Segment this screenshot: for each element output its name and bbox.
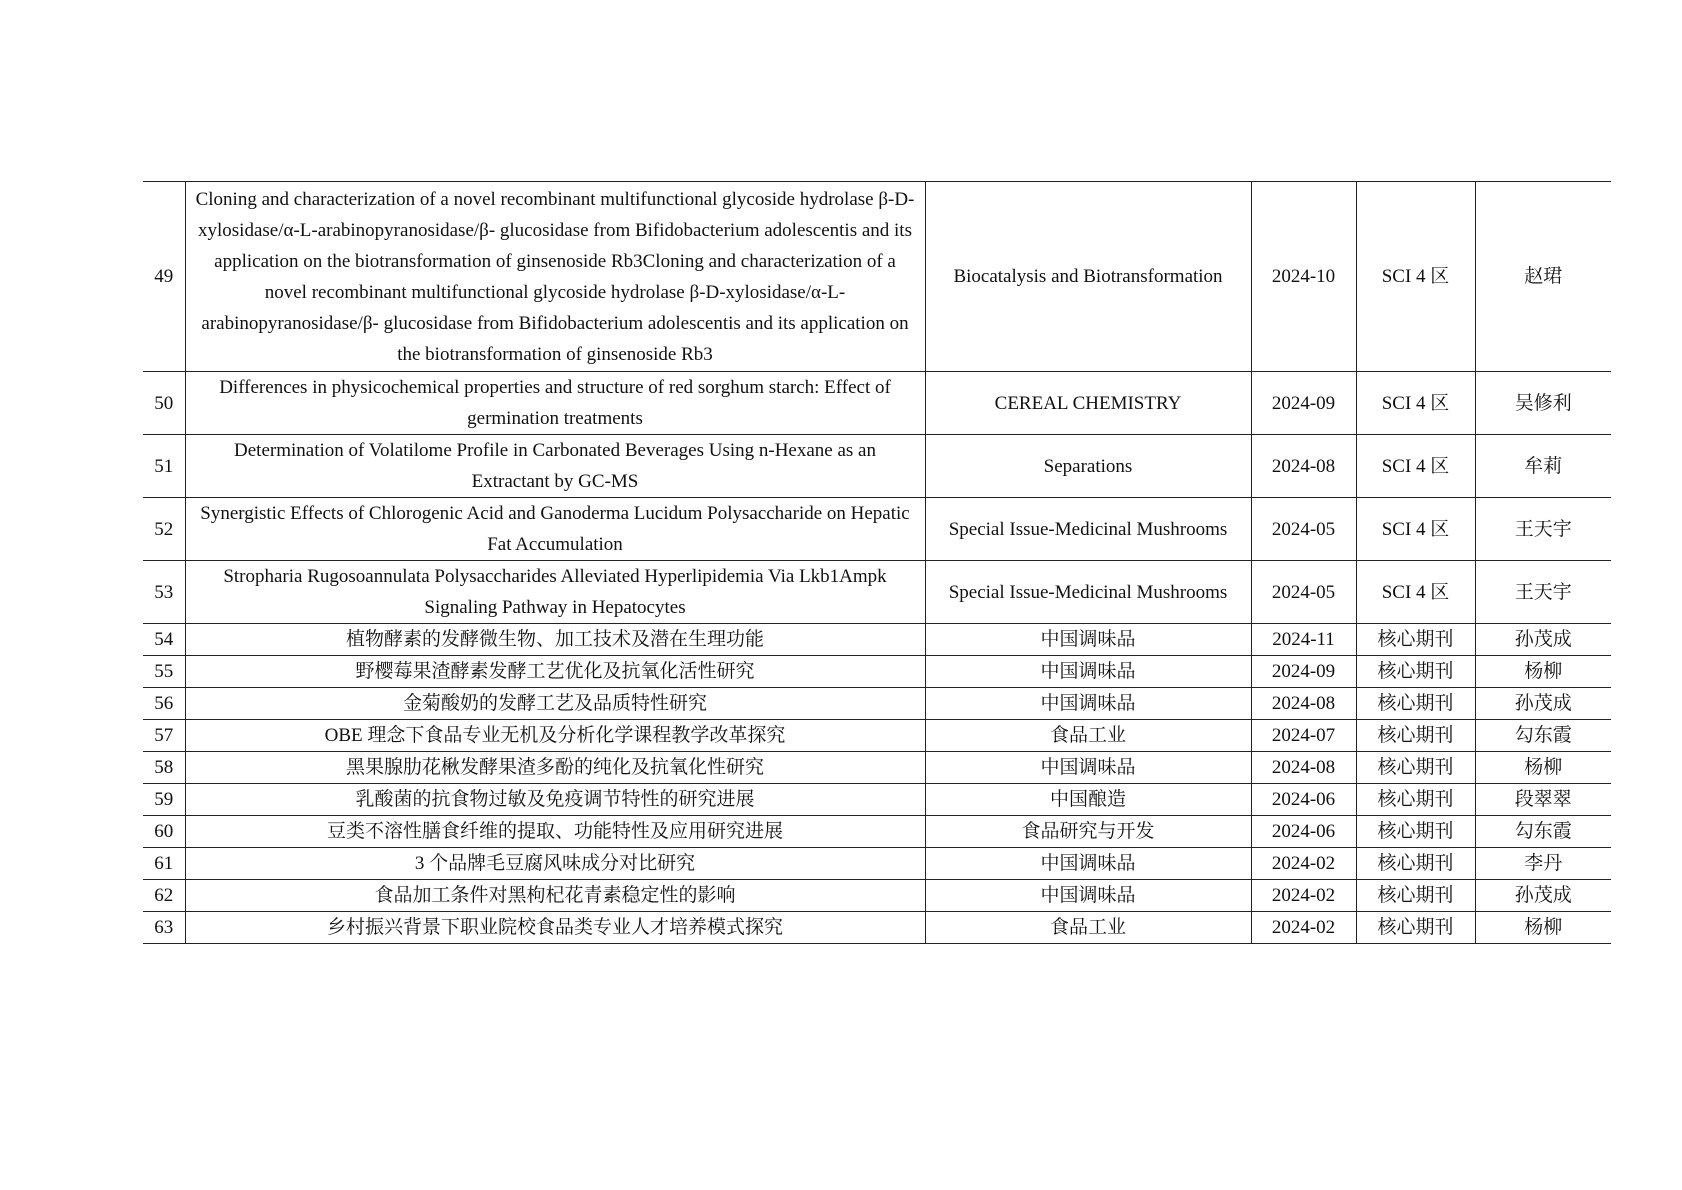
publications-table	[143, 181, 1611, 944]
journal-name: CEREAL CHEMISTRY	[925, 372, 1251, 435]
paper-title: Synergistic Effects of Chlorogenic Acid and Ganoderma Lucidum Polysaccharide on Hepatic Fat Accumulation	[185, 498, 925, 561]
author-name: 杨柳	[1475, 912, 1611, 944]
journal-level: 核心期刊	[1356, 752, 1475, 784]
journal-level: 核心期刊	[1356, 848, 1475, 880]
paper-title: 金菊酸奶的发酵工艺及品质特性研究	[185, 688, 925, 720]
author-name: 王天宇	[1475, 498, 1611, 561]
table-row	[143, 848, 1611, 880]
journal-name: 食品工业	[925, 720, 1251, 752]
journal-name: Special Issue-Medicinal Mushrooms	[925, 561, 1251, 624]
journal-name: Separations	[925, 435, 1251, 498]
publish-date: 2024-02	[1251, 848, 1356, 880]
journal-name: 中国调味品	[925, 624, 1251, 656]
journal-level: 核心期刊	[1356, 816, 1475, 848]
journal-level: 核心期刊	[1356, 656, 1475, 688]
author-name: 牟莉	[1475, 435, 1611, 498]
paper-title: OBE 理念下食品专业无机及分析化学课程教学改革探究	[185, 720, 925, 752]
publish-date: 2024-07	[1251, 720, 1356, 752]
author-name: 勾东霞	[1475, 720, 1611, 752]
paper-title: 3 个品牌毛豆腐风味成分对比研究	[185, 848, 925, 880]
table-row	[143, 784, 1611, 816]
row-number: 59	[143, 784, 185, 816]
row-number: 60	[143, 816, 185, 848]
journal-name: 中国调味品	[925, 848, 1251, 880]
journal-name: 中国调味品	[925, 688, 1251, 720]
journal-level: 核心期刊	[1356, 688, 1475, 720]
table-row	[143, 816, 1611, 848]
row-number: 56	[143, 688, 185, 720]
row-number: 49	[143, 182, 185, 372]
publish-date: 2024-08	[1251, 435, 1356, 498]
table-row	[143, 656, 1611, 688]
journal-level: SCI 4 区	[1356, 498, 1475, 561]
publish-date: 2024-11	[1251, 624, 1356, 656]
author-name: 杨柳	[1475, 752, 1611, 784]
journal-name: Biocatalysis and Biotransformation	[925, 182, 1251, 372]
row-number: 63	[143, 912, 185, 944]
journal-name: 中国调味品	[925, 656, 1251, 688]
row-number: 61	[143, 848, 185, 880]
author-name: 勾东霞	[1475, 816, 1611, 848]
row-number: 53	[143, 561, 185, 624]
author-name: 段翠翠	[1475, 784, 1611, 816]
table-row	[143, 372, 1611, 435]
journal-level: 核心期刊	[1356, 720, 1475, 752]
journal-level: 核心期刊	[1356, 784, 1475, 816]
row-number: 57	[143, 720, 185, 752]
paper-title: Determination of Volatilome Profile in Carbonated Beverages Using n-Hexane as an Extractant by GC-MS	[185, 435, 925, 498]
publish-date: 2024-09	[1251, 656, 1356, 688]
journal-level: SCI 4 区	[1356, 561, 1475, 624]
row-number: 58	[143, 752, 185, 784]
table-row	[143, 182, 1611, 372]
publish-date: 2024-05	[1251, 561, 1356, 624]
publish-date: 2024-08	[1251, 688, 1356, 720]
journal-level: 核心期刊	[1356, 912, 1475, 944]
table-row	[143, 752, 1611, 784]
table-row	[143, 624, 1611, 656]
row-number: 50	[143, 372, 185, 435]
table-row	[143, 561, 1611, 624]
author-name: 杨柳	[1475, 656, 1611, 688]
publish-date: 2024-10	[1251, 182, 1356, 372]
publish-date: 2024-02	[1251, 880, 1356, 912]
author-name: 吴修利	[1475, 372, 1611, 435]
table-row	[143, 880, 1611, 912]
publish-date: 2024-06	[1251, 816, 1356, 848]
row-number: 51	[143, 435, 185, 498]
table-row	[143, 688, 1611, 720]
author-name: 孙茂成	[1475, 688, 1611, 720]
journal-level: SCI 4 区	[1356, 182, 1475, 372]
author-name: 孙茂成	[1475, 880, 1611, 912]
paper-title: 野樱莓果渣酵素发酵工艺优化及抗氧化活性研究	[185, 656, 925, 688]
table-row	[143, 720, 1611, 752]
journal-level: 核心期刊	[1356, 624, 1475, 656]
journal-name: 中国酿造	[925, 784, 1251, 816]
journal-name: Special Issue-Medicinal Mushrooms	[925, 498, 1251, 561]
journal-name: 食品工业	[925, 912, 1251, 944]
publish-date: 2024-05	[1251, 498, 1356, 561]
paper-title: 植物酵素的发酵微生物、加工技术及潜在生理功能	[185, 624, 925, 656]
paper-title: 乳酸菌的抗食物过敏及免疫调节特性的研究进展	[185, 784, 925, 816]
journal-name: 中国调味品	[925, 880, 1251, 912]
author-name: 李丹	[1475, 848, 1611, 880]
paper-title: Cloning and characterization of a novel recombinant multifunctional glycoside hydrolase β-D-xylosidase/α-L-arabinopyranosidase/β- glucosidase from Bifidobacterium adolescentis and its application on the biotransformation of ginsenoside Rb3Cloning and characterization of a novel recombinant multifunctional glycoside hydrolase β-D-xylosidase/α-L-arabinopyranosidase/β- glucosidase from Bifidobacterium adolescentis and its application on the biotransformation of ginsenoside Rb3	[185, 182, 925, 372]
journal-level: 核心期刊	[1356, 880, 1475, 912]
author-name: 王天宇	[1475, 561, 1611, 624]
journal-level: SCI 4 区	[1356, 372, 1475, 435]
journal-level: SCI 4 区	[1356, 435, 1475, 498]
paper-title: 豆类不溶性膳食纤维的提取、功能特性及应用研究进展	[185, 816, 925, 848]
author-name: 孙茂成	[1475, 624, 1611, 656]
journal-name: 中国调味品	[925, 752, 1251, 784]
row-number: 62	[143, 880, 185, 912]
row-number: 55	[143, 656, 185, 688]
publish-date: 2024-08	[1251, 752, 1356, 784]
journal-name: 食品研究与开发	[925, 816, 1251, 848]
paper-title: Differences in physicochemical properties and structure of red sorghum starch: Effect of germination treatments	[185, 372, 925, 435]
row-number: 54	[143, 624, 185, 656]
table-row	[143, 498, 1611, 561]
paper-title: 食品加工条件对黑枸杞花青素稳定性的影响	[185, 880, 925, 912]
publish-date: 2024-02	[1251, 912, 1356, 944]
publish-date: 2024-09	[1251, 372, 1356, 435]
paper-title: Stropharia Rugosoannulata Polysaccharides Alleviated Hyperlipidemia Via Lkb1Ampk Signaling Pathway in Hepatocytes	[185, 561, 925, 624]
table-row	[143, 912, 1611, 944]
author-name: 赵珺	[1475, 182, 1611, 372]
paper-title: 黑果腺肋花楸发酵果渣多酚的纯化及抗氧化性研究	[185, 752, 925, 784]
row-number: 52	[143, 498, 185, 561]
publish-date: 2024-06	[1251, 784, 1356, 816]
paper-title: 乡村振兴背景下职业院校食品类专业人才培养模式探究	[185, 912, 925, 944]
table-row	[143, 435, 1611, 498]
